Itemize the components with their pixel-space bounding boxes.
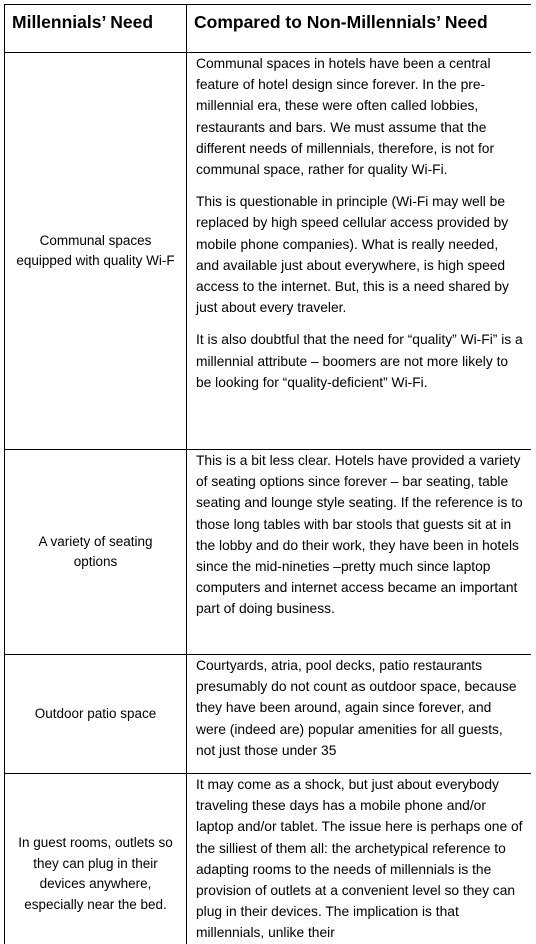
comparison-paragraph: This is a bit less clear. Hotels have provided a variety of seating options since forever – bar seating, table seating and lounge style seating. If the reference is to those long tables with bar stools that guests sit at in the lobby and do their work, they have been in hotels since the mid-nineties –pretty much since laptop computers and internet access became an important part of doing business. bbox=[196, 450, 525, 620]
need-cell: In guest rooms, outlets so they can plug in their devices anywhere, especially near the bed. bbox=[5, 774, 187, 944]
comparison-cell bbox=[187, 450, 532, 655]
table-header-row bbox=[5, 5, 532, 53]
comparison-paragraph: This is questionable in principle (Wi-Fi may well be replaced by high speed cellular access provided by mobile phone companies). What is really needed, and available just about everywhere, is high speed access to the internet. But, this is a need shared by just about every traveler. bbox=[196, 191, 525, 318]
comparison-table bbox=[4, 4, 531, 944]
comparison-cell bbox=[187, 774, 532, 944]
table-row bbox=[5, 450, 532, 655]
need-cell: A variety of seating options bbox=[5, 450, 187, 655]
header-millennials-need: Millennials’ Need bbox=[5, 5, 187, 53]
need-cell: Outdoor patio space bbox=[5, 655, 187, 774]
comparison-table-container bbox=[4, 4, 531, 944]
comparison-paragraph: Communal spaces in hotels have been a central feature of hotel design since forever. In the pre-millennial era, these were often called lobbies, restaurants and bars. We must assume that the different needs of millennials, therefore, is not for communal space, rather for quality Wi-Fi. bbox=[196, 53, 525, 180]
need-cell: Communal spaces equipped with quality Wi-F bbox=[5, 53, 187, 450]
table-row bbox=[5, 774, 532, 944]
comparison-paragraph: Courtyards, atria, pool decks, patio restaurants presumably do not count as outdoor space, because they have been around, again since forever, and were (indeed are) popular amenities for all guests, not just those under 35 bbox=[196, 655, 525, 761]
table-row bbox=[5, 53, 532, 450]
comparison-cell bbox=[187, 655, 532, 774]
comparison-paragraph: It may come as a shock, but just about everybody traveling these days has a mobile phone and/or laptop and/or tablet. The issue here is perhaps one of the silliest of them all: the archetypical reference to adapting rooms to the needs of millennials is the provision of outlets at a convenient level so they can plug in their devices. The implication is that millennials, unlike their bbox=[196, 774, 525, 944]
table-row bbox=[5, 655, 532, 774]
header-compared-need: Compared to Non-Millennials’ Need bbox=[187, 5, 532, 53]
comparison-cell bbox=[187, 53, 532, 450]
comparison-paragraph: It is also doubtful that the need for “quality” Wi-Fi” is a millennial attribute – boomers are not more likely to be looking for “quality-deficient” Wi-Fi. bbox=[196, 329, 525, 393]
